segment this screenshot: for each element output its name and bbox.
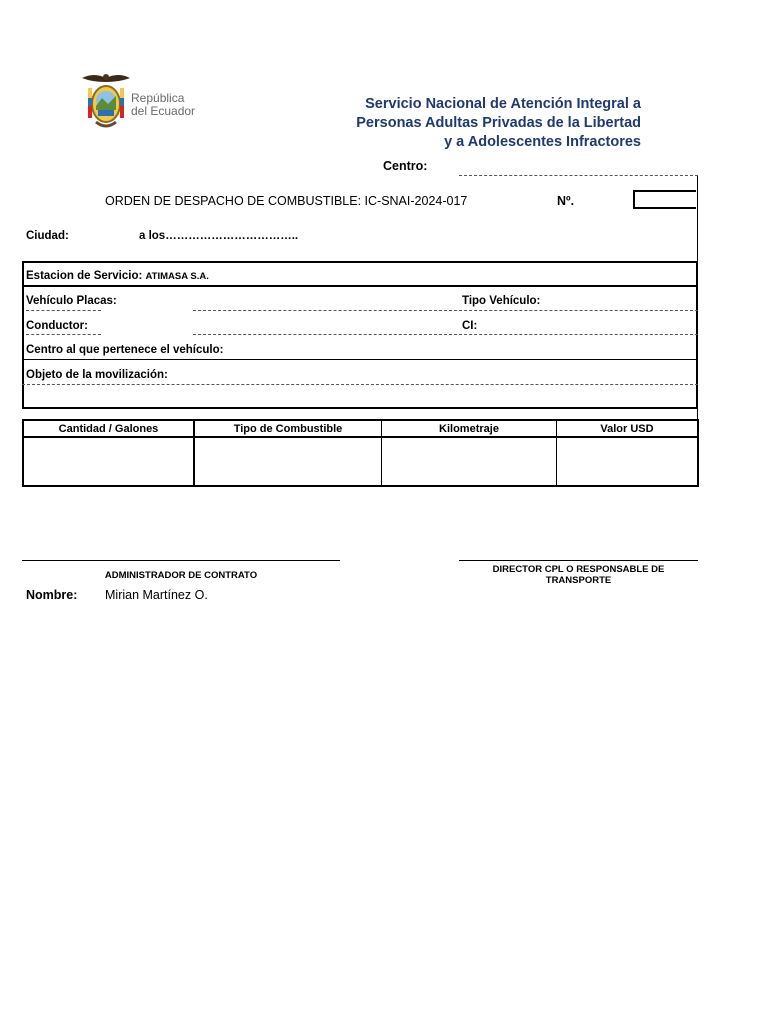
centro-field-line[interactable] xyxy=(459,175,698,176)
admin-signature-line[interactable] xyxy=(22,560,340,561)
nombre-value: Mirian Martínez O. xyxy=(105,588,208,602)
agency-line-1: Servicio Nacional de Atención Integral a xyxy=(365,96,641,112)
placas-field-line[interactable] xyxy=(193,310,698,311)
estacion-label: Estacion de Servicio: xyxy=(26,270,143,282)
logo-text-line2: del Ecuador xyxy=(131,104,196,118)
row-divider xyxy=(22,359,698,360)
placas-label-underline xyxy=(26,310,101,311)
agency-line-3: y a Adolescentes Infractores xyxy=(444,134,641,150)
table-header-row xyxy=(23,420,698,437)
numero-box[interactable] xyxy=(633,190,696,209)
valor-usd-cell[interactable] xyxy=(557,437,699,486)
document-title: ORDEN DE DESPACHO DE COMBUSTIBLE: IC-SNAI-2024-017 xyxy=(105,194,468,208)
coat-of-arms-icon xyxy=(80,70,132,134)
centro-label: Centro: xyxy=(383,159,428,173)
vehicle-info-box xyxy=(22,261,698,409)
cantidad-cell[interactable] xyxy=(23,437,194,486)
objeto-field-line[interactable] xyxy=(22,384,698,385)
agency-name xyxy=(321,95,641,152)
logo-text-line1: República xyxy=(131,91,185,105)
conductor-field-line[interactable] xyxy=(193,334,698,335)
ciudad-label: Ciudad: xyxy=(26,230,69,242)
director-label xyxy=(459,564,698,586)
agency-line-2: Personas Adultas Privadas de la Libertad xyxy=(356,115,641,131)
ci-label: CI: xyxy=(462,320,478,332)
fuel-table xyxy=(22,419,699,487)
director-label-line2: TRANSPORTE xyxy=(545,575,612,586)
conductor-label: Conductor: xyxy=(26,320,88,332)
estacion-value: ATIMASA S.A. xyxy=(145,271,209,282)
table-row xyxy=(23,437,698,486)
fecha-text: a los…………………………….. xyxy=(139,230,299,242)
director-signature-line[interactable] xyxy=(459,560,698,561)
logo-text xyxy=(131,92,195,118)
nombre-label: Nombre: xyxy=(26,588,78,602)
placas-label: Vehículo Placas: xyxy=(26,295,117,307)
director-label-line1: DIRECTOR CPL O RESPONSABLE DE xyxy=(492,564,665,575)
centro-vehiculo-label: Centro al que pertenece el vehículo: xyxy=(26,344,224,356)
estacion-row xyxy=(26,270,209,282)
tipo-combustible-cell[interactable] xyxy=(194,437,382,486)
header-tipo-combustible: Tipo de Combustible xyxy=(194,420,382,437)
header-kilometraje: Kilometraje xyxy=(382,420,557,437)
admin-label: ADMINISTRADOR DE CONTRATO xyxy=(104,570,258,581)
header-cantidad: Cantidad / Galones xyxy=(23,420,194,437)
header-valor-usd: Valor USD xyxy=(557,420,699,437)
kilometraje-cell[interactable] xyxy=(382,437,557,486)
row-divider xyxy=(22,285,698,287)
numero-label: Nº. xyxy=(557,194,575,208)
tipo-vehiculo-label: Tipo Vehículo: xyxy=(462,295,541,307)
objeto-label: Objeto de la movilización: xyxy=(26,369,168,381)
conductor-label-underline xyxy=(26,334,101,335)
